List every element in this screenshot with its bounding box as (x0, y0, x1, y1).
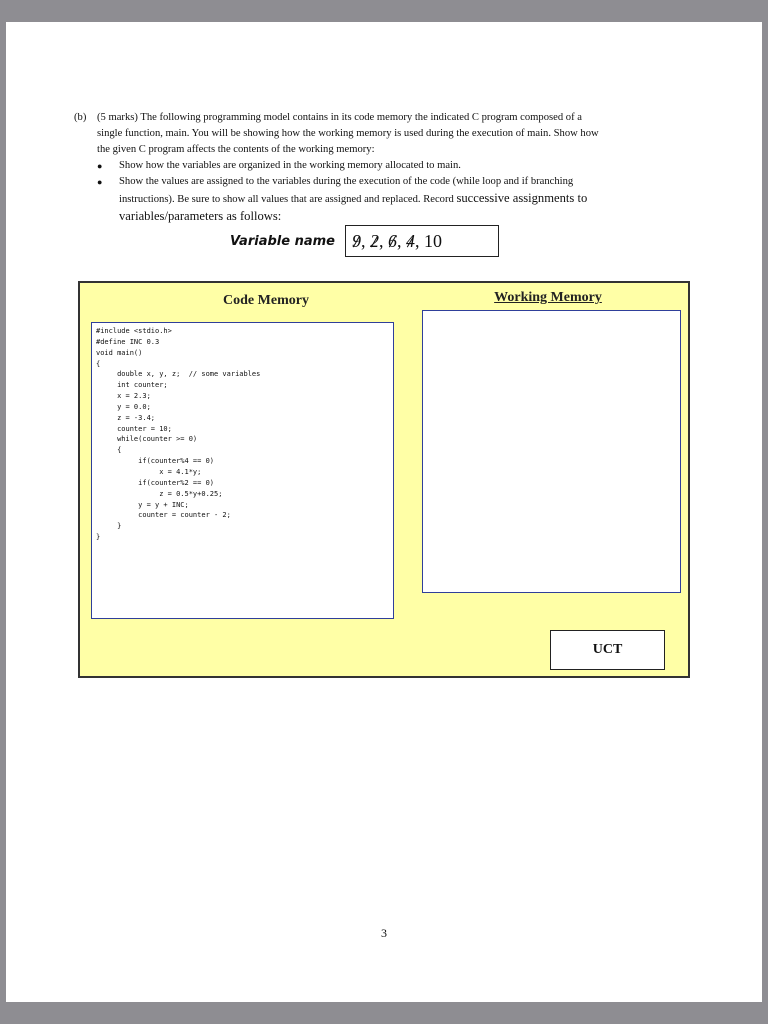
instruction-item-2: ● Show the values are assigned to the variables during the execution of the code (while loop and if branching (74, 174, 694, 190)
struck-value: 6 (387, 230, 397, 251)
variable-name-label: Variable name (230, 233, 335, 249)
code-line: } (96, 533, 101, 542)
code-line: #define INC 0.3 (96, 337, 160, 346)
variable-name-example (230, 224, 499, 258)
struck-value: 4 (405, 230, 415, 251)
code-line: x = 4.1*y; (96, 467, 202, 476)
instruction-item-2-last: variables/parameters as follows: (119, 209, 282, 223)
code-line: z = 0.5*y+0.25; (96, 489, 223, 498)
code-line: #include <stdio.h> (96, 327, 172, 335)
question-line-3: the given C program affects the contents of the working memory: (97, 144, 375, 155)
instruction-item-2-continued: instructions). Be sure to show all values that are assigned and replaced. Record successive assignments to (119, 191, 588, 205)
code-memory-title: Code Memory (223, 293, 309, 308)
code-line: int counter; (96, 381, 168, 390)
final-value: 10 (423, 230, 442, 251)
code-listing (96, 326, 389, 543)
code-line: counter = counter - 2; (96, 511, 231, 520)
code-line: void main() (96, 348, 143, 357)
code-line: y = 0.0; (96, 402, 151, 411)
working-memory-box (422, 310, 681, 593)
code-line: while(counter >= 0) (96, 435, 198, 444)
programming-model-panel (78, 281, 690, 678)
code-line: y = y + INC; (96, 500, 189, 509)
code-line: } (96, 522, 122, 531)
code-line: if(counter%2 == 0) (96, 478, 215, 487)
code-line: counter = 10; (96, 424, 172, 433)
question-lead: (5 marks) The following programming model contains in its code memory the indicated C program composed of a (97, 112, 582, 123)
code-line: { (96, 446, 122, 455)
code-line: double x, y, z; // some variables (96, 370, 261, 379)
instruction-item-1: ● Show how the variables are organized in the working memory allocated to main. (74, 158, 694, 174)
question-label: (b) (74, 112, 87, 123)
variable-value-box: 9 , 2 , 6 , 4 , 10 (345, 225, 499, 257)
bullet-icon: ● (97, 161, 103, 171)
struck-value: 2 (369, 230, 379, 251)
code-memory-box (91, 322, 394, 619)
struck-value: 9 (351, 230, 361, 251)
bullet-icon: ● (97, 177, 103, 187)
code-line: z = -3.4; (96, 413, 156, 422)
working-memory-title: Working Memory (494, 290, 602, 305)
page-number: 3 (381, 926, 387, 940)
uct-box: UCT (550, 630, 665, 670)
question-line-2: single function, main. You will be showing how the working memory is used during the execution of main. Show how (97, 128, 599, 139)
question-b (74, 110, 694, 224)
code-line: if(counter%4 == 0) (96, 457, 215, 466)
instruction-list (74, 158, 694, 190)
code-line: x = 2.3; (96, 392, 151, 401)
code-line: { (96, 359, 101, 368)
